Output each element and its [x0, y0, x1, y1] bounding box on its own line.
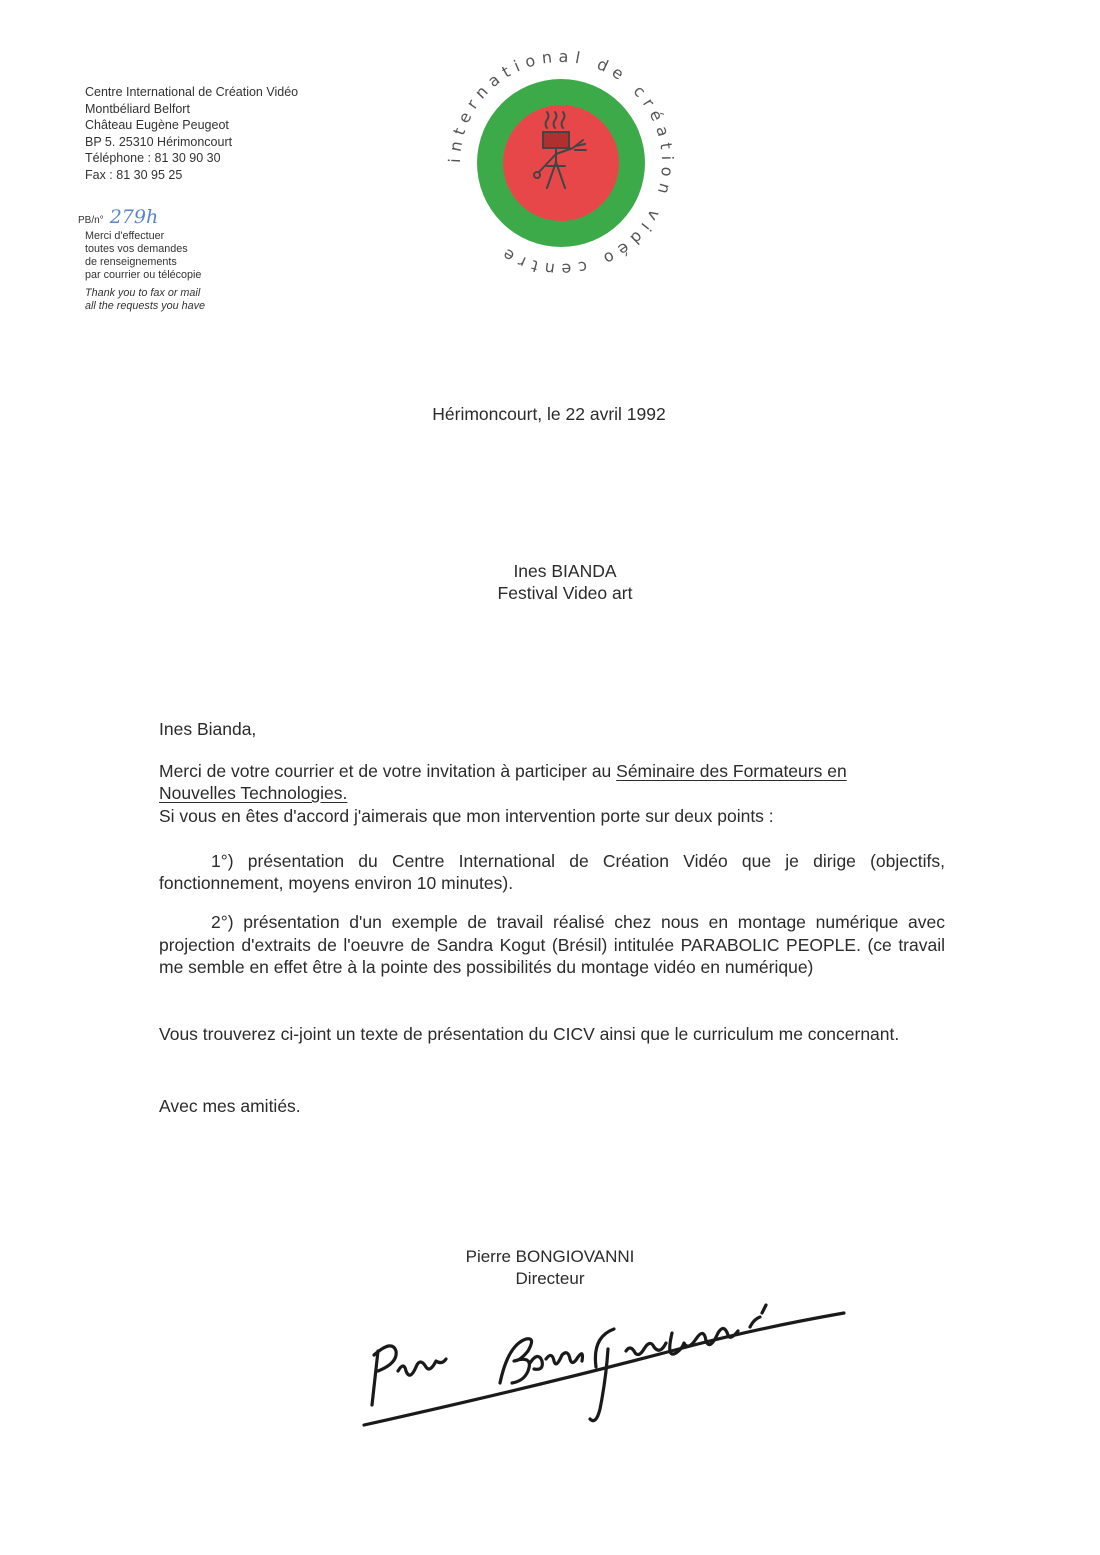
- sender-line: Centre International de Création Vidéo: [85, 85, 299, 99]
- paragraph-enclosure: [159, 1023, 945, 1045]
- reference-label: PB/n°: [78, 215, 104, 226]
- invitation-text: Merci de votre courrier et de votre invitation à participer au: [159, 761, 617, 781]
- point-two-text: 2°) présentation d'un exemple de travail réalisé chez nous en montage numérique avec projection d'extraits de l'oeuvre de Sandra Kogut (Brésil) intitulée PARABOLIC PEOPLE. (ce travail me semble en effet être à la pointe des possibilités du montage vidéo en numérique): [159, 912, 945, 977]
- enclosure-text: Vous trouverez ci-joint un texte de présentation du CICV ainsi que le curriculum me concernant.: [159, 1024, 900, 1044]
- seminar-title-part2: Nouvelles Technologies.: [159, 783, 348, 803]
- paragraph-invitation: [159, 760, 945, 804]
- recipient-name: Ines BIANDA: [513, 561, 617, 581]
- cicv-logo: [443, 50, 679, 276]
- signer-name: Pierre BONGIOVANNI: [465, 1247, 635, 1266]
- recipient-block: [400, 560, 730, 604]
- request-note-fr: [85, 230, 201, 282]
- sender-line: Château Eugène Peugeot: [85, 118, 229, 133]
- sender-line: Téléphone : 81 30 90 30: [85, 151, 221, 166]
- point-two: [159, 911, 945, 979]
- note-line: all the requests you have: [85, 300, 206, 312]
- paragraph-intervention: Si vous en êtes d'accord j'aimerais que mon intervention porte sur deux points :: [159, 806, 774, 826]
- request-note-en: [85, 287, 205, 313]
- sender-line: Montbéliard Belfort: [85, 101, 190, 116]
- recipient-organisation: Festival Video art: [497, 583, 633, 603]
- logo-ring-text: international de création vidéo centre: [444, 50, 678, 276]
- note-line: Merci d'effectuer: [85, 230, 165, 242]
- handwritten-signature: [350, 1255, 860, 1445]
- salutation: Ines Bianda,: [159, 719, 257, 739]
- signer-title: Directeur: [515, 1269, 585, 1288]
- note-line: Thank you to fax or mail: [85, 287, 201, 299]
- sender-line: BP 5. 25310 Hérimoncourt: [85, 134, 233, 149]
- sender-line: Fax : 81 30 95 25: [85, 167, 183, 182]
- date-text: Hérimoncourt, le 22 avril 1992: [432, 404, 666, 424]
- note-line: de renseignements: [85, 256, 177, 268]
- point-one-text: 1°) présentation du Centre International de Création Vidéo que je dirige (objectifs, fonctionnement, moyens environ 10 minutes).: [159, 851, 945, 893]
- point-one: [159, 850, 945, 894]
- sender-address: [85, 84, 298, 184]
- note-line: toutes vos demandes: [85, 243, 188, 255]
- note-line: par courrier ou télécopie: [85, 269, 202, 281]
- cicv-logo-graphic: [443, 50, 679, 276]
- seminar-title-part1: Séminaire des Formateurs en: [616, 761, 847, 781]
- signature-graphic: [350, 1255, 860, 1445]
- reference: [78, 206, 158, 228]
- reference-number: 279h: [109, 206, 159, 228]
- regards: Avec mes amitiés.: [159, 1096, 301, 1116]
- letter-date: [0, 404, 1100, 425]
